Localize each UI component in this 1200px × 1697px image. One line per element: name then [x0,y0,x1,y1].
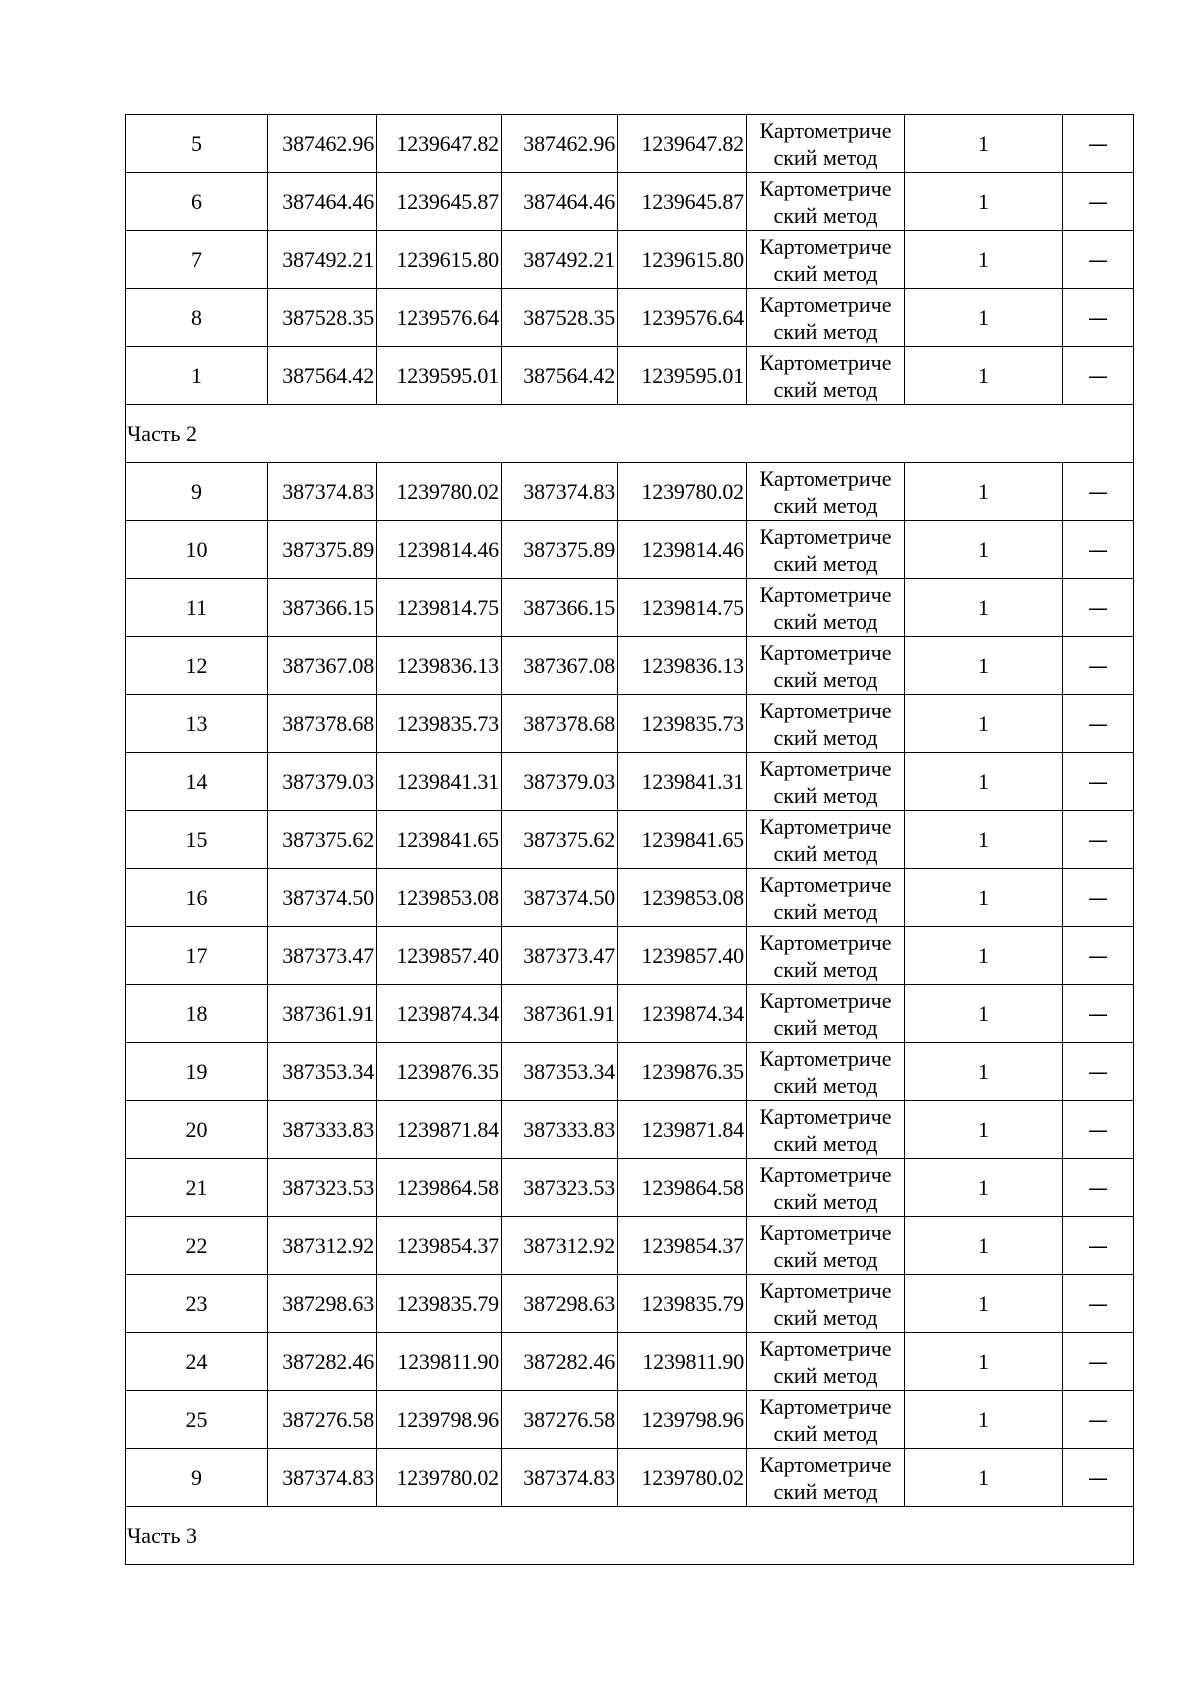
method-cell [747,869,905,927]
x-new-cell: 387361.91 [502,985,618,1043]
note-cell: — [1063,1217,1134,1275]
x-new-cell: 387366.15 [502,579,618,637]
x-new-cell: 387373.47 [502,927,618,985]
table-row [126,347,1134,405]
y-new-cell: 1239835.79 [618,1275,747,1333]
method-cell [747,753,905,811]
method-line: ский метод [773,608,878,634]
y-new-cell: 1239871.84 [618,1101,747,1159]
method-line: ский метод [773,1478,878,1504]
x-old-cell: 387361.91 [268,985,377,1043]
y-old-cell: 1239836.13 [377,637,502,695]
x-new-cell: 387333.83 [502,1101,618,1159]
point-number: 1 [126,347,268,405]
method-line: ский метод [773,376,878,402]
accuracy-cell: 1 [905,1217,1063,1275]
x-new-cell: 387462.96 [502,115,618,173]
section-label: Часть 2 [126,405,1134,463]
table-row [126,115,1134,173]
method-line: Картометриче [759,349,892,375]
method-line: ский метод [773,1420,878,1446]
y-old-cell: 1239645.87 [377,173,502,231]
point-number: 16 [126,869,268,927]
y-new-cell: 1239857.40 [618,927,747,985]
y-new-cell: 1239841.65 [618,811,747,869]
method-cell [747,811,905,869]
accuracy-cell: 1 [905,463,1063,521]
method-line: Картометриче [759,1045,892,1071]
accuracy-cell: 1 [905,1101,1063,1159]
x-old-cell: 387367.08 [268,637,377,695]
x-new-cell: 387375.89 [502,521,618,579]
x-old-cell: 387353.34 [268,1043,377,1101]
x-old-cell: 387528.35 [268,289,377,347]
table-row [126,579,1134,637]
x-old-cell: 387298.63 [268,1275,377,1333]
point-number: 5 [126,115,268,173]
x-new-cell: 387492.21 [502,231,618,289]
method-line: ский метод [773,1362,878,1388]
y-old-cell: 1239798.96 [377,1391,502,1449]
y-old-cell: 1239615.80 [377,231,502,289]
point-number: 25 [126,1391,268,1449]
note-cell: — [1063,347,1134,405]
y-new-cell: 1239647.82 [618,115,747,173]
method-cell [747,463,905,521]
note-cell: — [1063,695,1134,753]
point-number: 22 [126,1217,268,1275]
note-cell: — [1063,521,1134,579]
y-old-cell: 1239841.31 [377,753,502,811]
y-old-cell: 1239835.73 [377,695,502,753]
accuracy-cell: 1 [905,1275,1063,1333]
accuracy-cell: 1 [905,521,1063,579]
accuracy-cell: 1 [905,289,1063,347]
note-cell: — [1063,637,1134,695]
accuracy-cell: 1 [905,1159,1063,1217]
x-new-cell: 387374.83 [502,1449,618,1507]
x-old-cell: 387276.58 [268,1391,377,1449]
accuracy-cell: 1 [905,231,1063,289]
method-line: Картометриче [759,117,892,143]
method-line: Картометриче [759,291,892,317]
y-new-cell: 1239835.73 [618,695,747,753]
x-old-cell: 387464.46 [268,173,377,231]
y-new-cell: 1239864.58 [618,1159,747,1217]
y-new-cell: 1239798.96 [618,1391,747,1449]
x-new-cell: 387276.58 [502,1391,618,1449]
x-new-cell: 387528.35 [502,289,618,347]
note-cell: — [1063,173,1134,231]
x-new-cell: 387375.62 [502,811,618,869]
method-line: ский метод [773,1246,878,1272]
table-row [126,1217,1134,1275]
accuracy-cell: 1 [905,985,1063,1043]
point-number: 17 [126,927,268,985]
y-new-cell: 1239811.90 [618,1333,747,1391]
method-cell [747,1217,905,1275]
method-cell [747,521,905,579]
method-cell [747,1159,905,1217]
point-number: 12 [126,637,268,695]
x-new-cell: 387374.50 [502,869,618,927]
section-row [126,405,1134,463]
x-new-cell: 387379.03 [502,753,618,811]
method-line: Картометриче [759,1277,892,1303]
point-number: 7 [126,231,268,289]
method-cell [747,115,905,173]
x-old-cell: 387379.03 [268,753,377,811]
table-row [126,1043,1134,1101]
method-line: ский метод [773,1130,878,1156]
y-new-cell: 1239595.01 [618,347,747,405]
method-line: ский метод [773,782,878,808]
y-new-cell: 1239876.35 [618,1043,747,1101]
point-number: 24 [126,1333,268,1391]
accuracy-cell: 1 [905,1449,1063,1507]
table-body [126,115,1134,1565]
point-number: 15 [126,811,268,869]
x-old-cell: 387375.89 [268,521,377,579]
method-cell [747,579,905,637]
note-cell: — [1063,927,1134,985]
x-old-cell: 387374.83 [268,1449,377,1507]
y-new-cell: 1239615.80 [618,231,747,289]
y-old-cell: 1239647.82 [377,115,502,173]
x-old-cell: 387462.96 [268,115,377,173]
accuracy-cell: 1 [905,579,1063,637]
method-cell [747,1391,905,1449]
y-old-cell: 1239857.40 [377,927,502,985]
table-row [126,811,1134,869]
point-number: 20 [126,1101,268,1159]
table-row [126,695,1134,753]
x-old-cell: 387282.46 [268,1333,377,1391]
accuracy-cell: 1 [905,753,1063,811]
method-line: Картометриче [759,1393,892,1419]
method-line: ский метод [773,202,878,228]
method-line: ский метод [773,666,878,692]
method-line: Картометриче [759,581,892,607]
method-line: ский метод [773,840,878,866]
point-number: 21 [126,1159,268,1217]
point-number: 11 [126,579,268,637]
method-cell [747,347,905,405]
y-old-cell: 1239576.64 [377,289,502,347]
y-new-cell: 1239814.75 [618,579,747,637]
method-line: ский метод [773,956,878,982]
x-old-cell: 387374.50 [268,869,377,927]
table-row [126,927,1134,985]
note-cell: — [1063,753,1134,811]
method-line: Картометриче [759,929,892,955]
table-row [126,1333,1134,1391]
x-new-cell: 387378.68 [502,695,618,753]
y-new-cell: 1239780.02 [618,463,747,521]
table-row [126,1159,1134,1217]
note-cell: — [1063,1449,1134,1507]
y-old-cell: 1239841.65 [377,811,502,869]
x-new-cell: 387464.46 [502,173,618,231]
accuracy-cell: 1 [905,695,1063,753]
y-new-cell: 1239645.87 [618,173,747,231]
x-old-cell: 387312.92 [268,1217,377,1275]
method-line: Картометриче [759,1451,892,1477]
table-row [126,1391,1134,1449]
note-cell: — [1063,115,1134,173]
method-cell [747,927,905,985]
method-line: ский метод [773,1188,878,1214]
accuracy-cell: 1 [905,637,1063,695]
method-line: Картометриче [759,755,892,781]
x-old-cell: 387374.83 [268,463,377,521]
point-number: 23 [126,1275,268,1333]
accuracy-cell: 1 [905,1043,1063,1101]
method-cell [747,1043,905,1101]
x-old-cell: 387366.15 [268,579,377,637]
method-line: ский метод [773,1072,878,1098]
y-old-cell: 1239853.08 [377,869,502,927]
accuracy-cell: 1 [905,173,1063,231]
table-row [126,1101,1134,1159]
point-number: 9 [126,1449,268,1507]
method-cell [747,695,905,753]
coordinates-table [125,114,1134,1565]
y-old-cell: 1239811.90 [377,1333,502,1391]
x-new-cell: 387564.42 [502,347,618,405]
section-row [126,1507,1134,1565]
method-line: Картометриче [759,175,892,201]
method-line: ский метод [773,318,878,344]
method-line: Картометриче [759,523,892,549]
y-old-cell: 1239874.34 [377,985,502,1043]
method-line: Картометриче [759,465,892,491]
accuracy-cell: 1 [905,811,1063,869]
note-cell: — [1063,289,1134,347]
method-line: Картометриче [759,1335,892,1361]
y-new-cell: 1239780.02 [618,1449,747,1507]
point-number: 14 [126,753,268,811]
note-cell: — [1063,1391,1134,1449]
method-line: Картометриче [759,1161,892,1187]
table-row [126,1449,1134,1507]
table-row [126,985,1134,1043]
method-line: ский метод [773,260,878,286]
method-cell [747,231,905,289]
x-old-cell: 387375.62 [268,811,377,869]
method-line: ский метод [773,724,878,750]
x-old-cell: 387323.53 [268,1159,377,1217]
accuracy-cell: 1 [905,347,1063,405]
method-line: Картометриче [759,639,892,665]
table-row [126,231,1134,289]
method-line: Картометриче [759,813,892,839]
method-cell [747,289,905,347]
table-row [126,1275,1134,1333]
note-cell: — [1063,1043,1134,1101]
y-new-cell: 1239854.37 [618,1217,747,1275]
method-cell [747,1333,905,1391]
method-line: ский метод [773,144,878,170]
y-old-cell: 1239876.35 [377,1043,502,1101]
method-line: Картометриче [759,871,892,897]
method-line: Картометриче [759,233,892,259]
method-cell [747,1101,905,1159]
method-line: ский метод [773,1014,878,1040]
table-row [126,173,1134,231]
section-label: Часть 3 [126,1507,1134,1565]
x-new-cell: 387367.08 [502,637,618,695]
table-row [126,637,1134,695]
method-cell [747,637,905,695]
note-cell: — [1063,811,1134,869]
y-old-cell: 1239814.46 [377,521,502,579]
y-new-cell: 1239874.34 [618,985,747,1043]
point-number: 13 [126,695,268,753]
y-old-cell: 1239780.02 [377,1449,502,1507]
method-line: ский метод [773,898,878,924]
y-old-cell: 1239864.58 [377,1159,502,1217]
y-new-cell: 1239576.64 [618,289,747,347]
table-row [126,869,1134,927]
accuracy-cell: 1 [905,115,1063,173]
accuracy-cell: 1 [905,927,1063,985]
method-line: ский метод [773,550,878,576]
method-line: Картометриче [759,987,892,1013]
y-new-cell: 1239814.46 [618,521,747,579]
note-cell: — [1063,1275,1134,1333]
table-row [126,463,1134,521]
note-cell: — [1063,463,1134,521]
accuracy-cell: 1 [905,1333,1063,1391]
method-line: Картометриче [759,1219,892,1245]
note-cell: — [1063,1159,1134,1217]
x-old-cell: 387564.42 [268,347,377,405]
method-cell [747,985,905,1043]
method-cell [747,1275,905,1333]
method-line: Картометриче [759,697,892,723]
method-line: ский метод [773,492,878,518]
x-new-cell: 387282.46 [502,1333,618,1391]
y-new-cell: 1239853.08 [618,869,747,927]
x-new-cell: 387374.83 [502,463,618,521]
x-new-cell: 387298.63 [502,1275,618,1333]
note-cell: — [1063,869,1134,927]
x-old-cell: 387333.83 [268,1101,377,1159]
accuracy-cell: 1 [905,1391,1063,1449]
x-new-cell: 387353.34 [502,1043,618,1101]
point-number: 19 [126,1043,268,1101]
note-cell: — [1063,1333,1134,1391]
point-number: 8 [126,289,268,347]
method-line: Картометриче [759,1103,892,1129]
x-old-cell: 387378.68 [268,695,377,753]
accuracy-cell: 1 [905,869,1063,927]
note-cell: — [1063,985,1134,1043]
y-old-cell: 1239835.79 [377,1275,502,1333]
y-old-cell: 1239814.75 [377,579,502,637]
y-old-cell: 1239780.02 [377,463,502,521]
y-old-cell: 1239595.01 [377,347,502,405]
note-cell: — [1063,1101,1134,1159]
point-number: 18 [126,985,268,1043]
note-cell: — [1063,231,1134,289]
table-row [126,289,1134,347]
point-number: 10 [126,521,268,579]
y-old-cell: 1239871.84 [377,1101,502,1159]
point-number: 6 [126,173,268,231]
table-row [126,753,1134,811]
method-line: ский метод [773,1304,878,1330]
x-new-cell: 387312.92 [502,1217,618,1275]
x-old-cell: 387373.47 [268,927,377,985]
method-cell [747,1449,905,1507]
x-new-cell: 387323.53 [502,1159,618,1217]
y-new-cell: 1239836.13 [618,637,747,695]
note-cell: — [1063,579,1134,637]
point-number: 9 [126,463,268,521]
method-cell [747,173,905,231]
y-old-cell: 1239854.37 [377,1217,502,1275]
y-new-cell: 1239841.31 [618,753,747,811]
table-row [126,521,1134,579]
x-old-cell: 387492.21 [268,231,377,289]
